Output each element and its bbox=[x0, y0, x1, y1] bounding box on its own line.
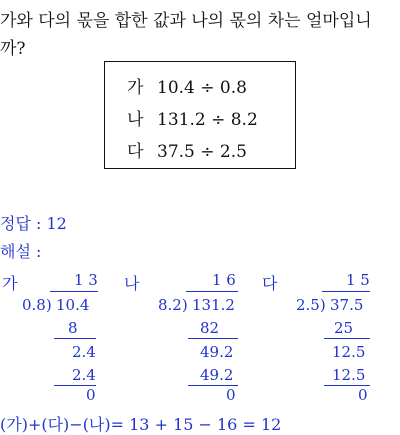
dividend: 37.5 bbox=[330, 296, 364, 314]
step-subtract: 8 bbox=[68, 319, 78, 337]
problem-row-na bbox=[127, 105, 258, 130]
division-bar bbox=[186, 291, 238, 292]
long-division-na bbox=[150, 271, 270, 411]
question-line-1: 가와 다의 몫을 합한 값과 나의 몫의 차는 얼마입니 bbox=[0, 11, 372, 31]
quotient: 1 5 bbox=[346, 271, 370, 289]
quotient: 1 3 bbox=[74, 271, 98, 289]
quotient: 1 6 bbox=[212, 271, 236, 289]
problem-expression: 37.5 ÷ 2.5 bbox=[157, 142, 247, 162]
division-bar bbox=[50, 291, 98, 292]
problem-row-da bbox=[127, 137, 247, 162]
divisor: 0.8) bbox=[22, 296, 52, 314]
step-line bbox=[188, 338, 238, 339]
long-division-ga bbox=[0, 271, 120, 411]
problem-row-ga bbox=[127, 73, 247, 98]
divisor: 8.2) bbox=[158, 296, 188, 314]
answer-value: 12 bbox=[46, 214, 67, 233]
step-subtract: 25 bbox=[334, 319, 354, 337]
step-subtract: 12.5 bbox=[332, 366, 366, 384]
step-subtract: 82 bbox=[200, 319, 220, 337]
step-remainder: 12.5 bbox=[332, 343, 366, 361]
division-label-na: 나 bbox=[124, 274, 140, 293]
step-final: 0 bbox=[226, 386, 236, 404]
divisor: 2.5) bbox=[296, 296, 326, 314]
explanation-label: 해설 : bbox=[0, 242, 42, 261]
problem-box bbox=[104, 61, 296, 169]
question-line-2: 까? bbox=[0, 39, 26, 59]
step-line bbox=[324, 338, 370, 339]
problem-label: 다 bbox=[127, 142, 144, 162]
step-final: 0 bbox=[358, 386, 368, 404]
answer-label: 정답 : bbox=[0, 214, 42, 233]
division-label-ga: 가 bbox=[2, 274, 18, 293]
step-subtract: 2.4 bbox=[72, 366, 96, 384]
division-label-da: 다 bbox=[262, 274, 278, 293]
problem-label: 가 bbox=[127, 78, 144, 98]
answer-line bbox=[0, 211, 67, 234]
step-final: 0 bbox=[86, 386, 96, 404]
step-remainder: 2.4 bbox=[72, 343, 96, 361]
dividend: 10.4 bbox=[56, 296, 90, 314]
dividend: 131.2 bbox=[192, 296, 235, 314]
division-bar bbox=[322, 291, 370, 292]
problem-expression: 10.4 ÷ 0.8 bbox=[157, 78, 247, 98]
problem-expression: 131.2 ÷ 8.2 bbox=[157, 110, 258, 130]
final-equation: (가)+(다)−(나)= 13 + 15 − 16 = 12 bbox=[0, 415, 282, 434]
step-subtract: 49.2 bbox=[200, 366, 234, 384]
step-line bbox=[54, 338, 96, 339]
long-division-da bbox=[286, 271, 400, 411]
problem-label: 나 bbox=[127, 110, 144, 130]
step-remainder: 49.2 bbox=[200, 343, 234, 361]
